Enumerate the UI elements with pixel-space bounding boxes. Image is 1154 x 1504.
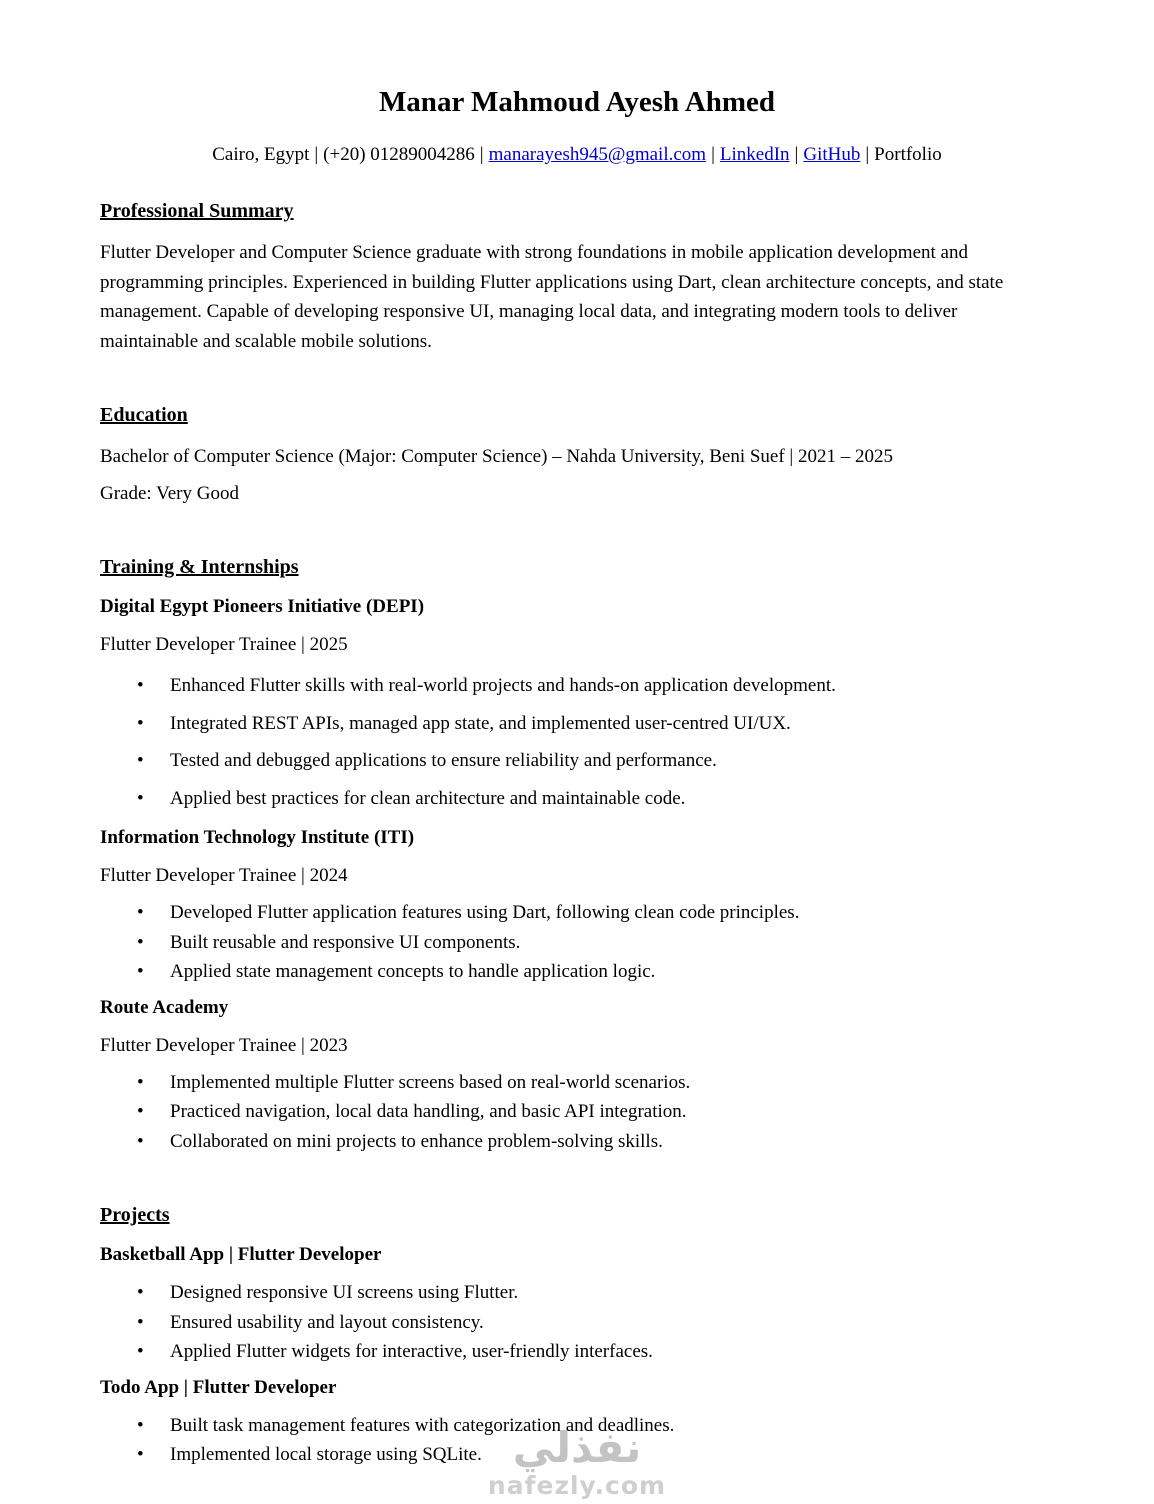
section-education	[100, 402, 1054, 508]
bullet-item: • Built task management features with categorization and deadlines.	[170, 1411, 1054, 1441]
bullet-item: • Implemented multiple Flutter screens based on real-world scenarios.	[170, 1068, 1054, 1098]
bullet-item: • Implemented local storage using SQLite.	[170, 1440, 1054, 1470]
bullet-item: • Tested and debugged applications to ensure reliability and performance.	[170, 742, 1054, 780]
section-projects	[100, 1202, 1054, 1470]
training-entry-role: Flutter Developer Trainee | 2025	[100, 634, 348, 655]
bullet-item: • Collaborated on mini projects to enhance problem-solving skills.	[170, 1127, 1054, 1157]
portfolio-label: Portfolio	[874, 144, 942, 165]
separator: |	[794, 144, 799, 165]
education-title: Education	[100, 404, 188, 426]
nafezly-logo: نفذلي	[512, 1423, 642, 1472]
email-link[interactable]: manarayesh945@gmail.com	[488, 144, 707, 165]
bullet-item: • Applied state management concepts to handle application logic.	[170, 957, 1054, 987]
separator: |	[711, 144, 715, 165]
section-professional-summary	[100, 198, 1054, 356]
bullet-item: • Designed responsive UI screens using Flutter.	[170, 1278, 1054, 1308]
github-link[interactable]: GitHub	[803, 144, 861, 165]
projects-title: Projects	[100, 1204, 170, 1226]
contact-line	[100, 142, 1054, 168]
bullet-item: • Built reusable and responsive UI components.	[170, 928, 1054, 958]
training-entry-role: Flutter Developer Trainee | 2023	[100, 1034, 348, 1056]
project-entry-name: Todo App | Flutter Developer	[100, 1376, 337, 1398]
bullet-item: • Ensured usability and layout consistency.	[170, 1308, 1054, 1338]
bullet-item: • Applied Flutter widgets for interactive, user-friendly interfaces.	[170, 1337, 1054, 1367]
resume-header	[100, 86, 1054, 168]
training-entry-org: Digital Egypt Pioneers Initiative (DEPI)	[100, 596, 425, 617]
bullet-item: • Enhanced Flutter skills with real-world projects and hands-on application development.	[170, 667, 1054, 705]
training-entry-bullets	[100, 898, 1054, 987]
separator: |	[865, 144, 870, 165]
bullet-item: • Applied best practices for clean architecture and maintainable code.	[170, 780, 1054, 818]
training-entry-bullets	[100, 1068, 1054, 1157]
section-training-internships	[100, 554, 1054, 1156]
education-degree: Bachelor of Computer Science (Major: Computer Science) – Nahda University, Beni Suef | 2021 – 2025	[100, 446, 893, 467]
training-entry-org: Route Academy	[100, 996, 229, 1018]
project-entry-bullets	[100, 1278, 1054, 1367]
professional-summary-text: Flutter Developer and Computer Science graduate with strong foundations in mobile application development and programming principles. Experienced in building Flutter applications using Dart, clean architecture concepts, and state management. Capable of developing responsive UI, managing local data, and integrating modern tools to deliver maintainable and scalable mobile solutions.	[100, 242, 1004, 352]
linkedin-link[interactable]: LinkedIn	[719, 144, 790, 165]
project-entry-name: Basketball App | Flutter Developer	[100, 1244, 382, 1265]
separator: |	[314, 144, 319, 165]
bullet-item: • Developed Flutter application features using Dart, following clean code principles.	[170, 898, 1054, 928]
bullet-item: • Integrated REST APIs, managed app state, and implemented user-centred UI/UX.	[170, 705, 1054, 743]
training-title: Training & Internships	[100, 556, 299, 578]
separator: |	[479, 144, 484, 165]
project-entry-bullets	[100, 1411, 1054, 1470]
training-entry-org: Information Technology Institute (ITI)	[100, 827, 415, 848]
nafezly-site-label: nafezly.com	[487, 1471, 667, 1500]
candidate-name: Manar Mahmoud Ayesh Ahmed	[378, 86, 776, 118]
location-text: Cairo, Egypt	[212, 144, 310, 165]
professional-summary-title: Professional Summary	[100, 200, 294, 222]
education-grade: Grade: Very Good	[100, 483, 239, 504]
training-entry-bullets	[100, 667, 1054, 817]
phone-text: (+20) 01289004286	[323, 144, 475, 165]
bullet-item: • Practiced navigation, local data handling, and basic API integration.	[170, 1097, 1054, 1127]
training-entry-role: Flutter Developer Trainee | 2024	[100, 865, 348, 886]
